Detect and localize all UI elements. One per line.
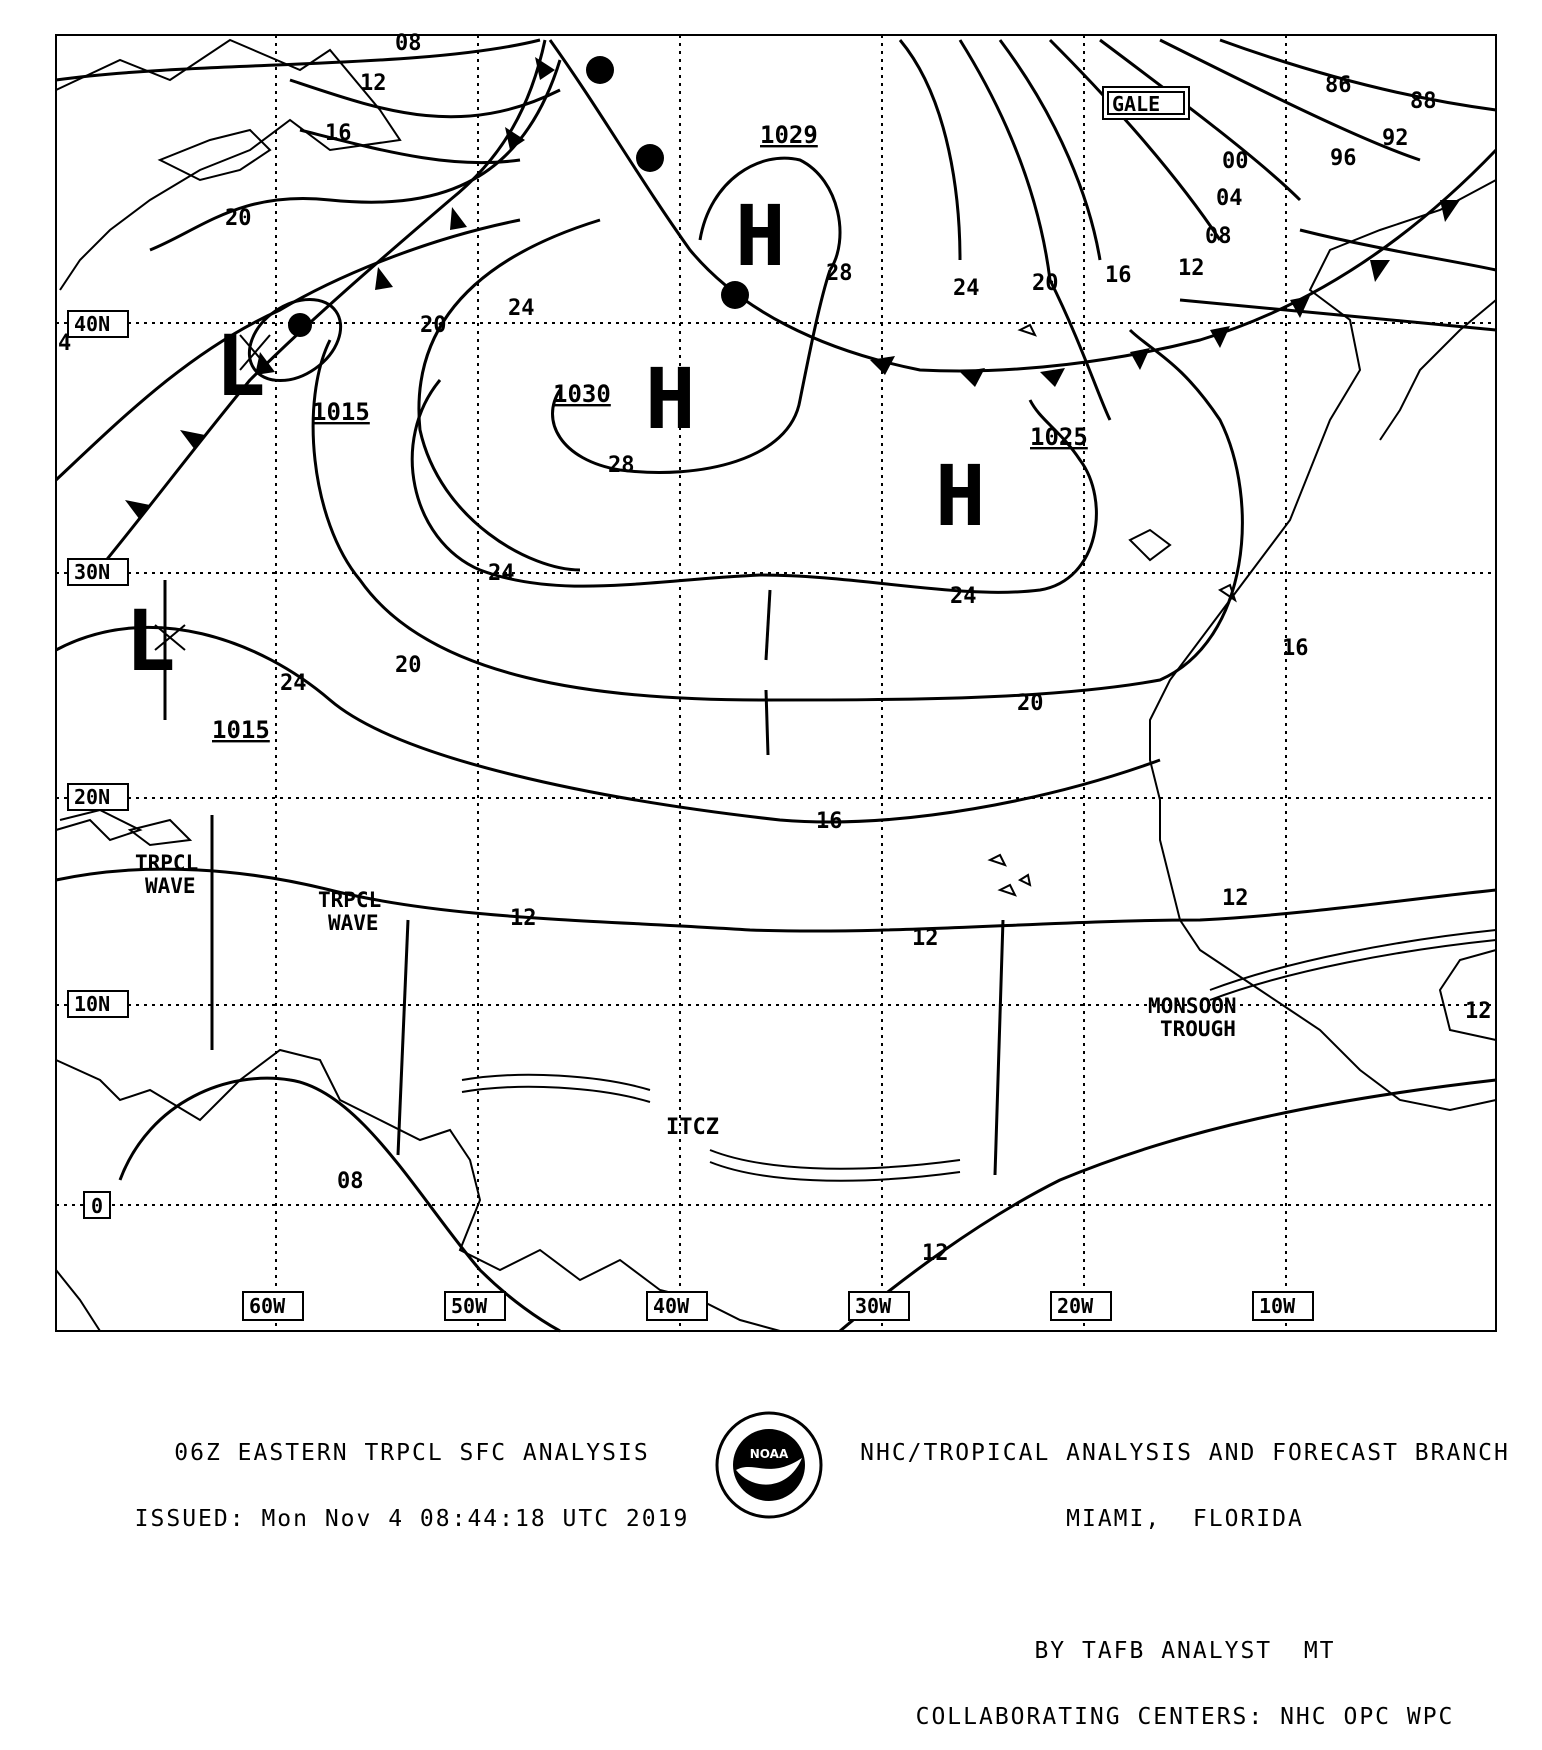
isobar-label: 92 <box>1382 126 1409 151</box>
issued-time: ISSUED: Mon Nov 4 08:44:18 UTC 2019 <box>134 1506 690 1532</box>
lon-label-40w: 40W <box>653 1294 690 1318</box>
isobar-label: 16 <box>325 121 352 146</box>
high-center-3-pressure: 1025 <box>1030 423 1088 451</box>
lon-label-50w: 50W <box>451 1294 488 1318</box>
lat-label-20n: 20N <box>74 785 111 809</box>
tropical-wave-label-1-line2: WAVE <box>145 874 196 898</box>
tropical-waves <box>165 580 1003 1175</box>
branch-location: MIAMI, FLORIDA <box>1066 1506 1304 1532</box>
isobar-label: 00 <box>1222 149 1249 174</box>
low-center-2: L <box>125 592 176 690</box>
lat-label-0: 0 <box>91 1194 104 1218</box>
isobar-label: 24 <box>488 561 515 586</box>
pressure-centers <box>125 121 1088 744</box>
isobar-label: 12 <box>510 906 537 931</box>
isobar-label: 12 <box>922 1241 949 1266</box>
lat-label-40n: 40N <box>74 312 111 336</box>
high-center-1-pressure: 1029 <box>760 121 818 149</box>
low-center-1: L <box>215 317 266 415</box>
isobar-label: 88 <box>1410 89 1437 114</box>
isobar-label: 16 <box>1282 636 1309 661</box>
itcz-band <box>462 930 1496 1181</box>
isobar-label: 12 <box>1222 886 1249 911</box>
isobar-label: 24 <box>950 584 977 609</box>
isobar-label: 24 <box>508 296 535 321</box>
monsoon-trough-label-line2: TROUGH <box>1160 1017 1236 1041</box>
high-center-3: H <box>935 447 986 545</box>
noaa-logo-icon <box>714 1410 824 1520</box>
analyst: BY TAFB ANALYST MT <box>1034 1638 1336 1664</box>
isobar-label: 12 <box>1465 999 1492 1024</box>
monsoon-trough-label-line1: MONSOON <box>1148 994 1237 1018</box>
isobar-label: 96 <box>1330 146 1357 171</box>
isobar-label: 20 <box>1017 691 1044 716</box>
lon-label-20w: 20W <box>1057 1294 1094 1318</box>
isobar-label: 08 <box>395 31 422 56</box>
low-center-2-pressure: 1015 <box>212 716 270 744</box>
tropical-wave-label-2-line1: TRPCL <box>318 888 382 912</box>
tropical-wave-label-2-line2: WAVE <box>328 911 379 935</box>
tropical-wave-label-1-line1: TRPCL <box>135 851 199 875</box>
isobar-label: 16 <box>816 809 843 834</box>
isobar-label: 28 <box>608 453 635 478</box>
isobar-label: 24 <box>953 276 980 301</box>
isobar-label: 20 <box>1032 271 1059 296</box>
isobar-label: 20 <box>225 206 252 231</box>
lon-label-30w: 30W <box>855 1294 892 1318</box>
isobar-label: 28 <box>826 261 853 286</box>
analysis-title: 06Z EASTERN TRPCL SFC ANALYSIS <box>174 1440 650 1466</box>
isobar-label: 20 <box>395 653 422 678</box>
isobar-label: 24 <box>280 671 307 696</box>
collaborating-centers: COLLABORATING CENTERS: NHC OPC WPC <box>915 1704 1455 1730</box>
isobar-label: 16 <box>1105 263 1132 288</box>
high-center-2: H <box>645 350 696 448</box>
footer-right <box>830 1398 1540 1750</box>
longitude-labels <box>243 1292 1313 1320</box>
itcz-label: ITCZ <box>666 1115 719 1140</box>
lat-label-30n: 30N <box>74 560 111 584</box>
isobar-label: 08 <box>337 1169 364 1194</box>
latitude-labels <box>68 311 128 1218</box>
isobar-label: 12 <box>912 926 939 951</box>
low-center-1-pressure: 1015 <box>312 398 370 426</box>
footer-left <box>112 1398 712 1552</box>
isobar-label: 20 <box>420 313 447 338</box>
isobar-label: 04 <box>1216 186 1243 211</box>
lon-label-60w: 60W <box>249 1294 286 1318</box>
isobar-label: 4 <box>58 331 72 356</box>
isobar-label: 86 <box>1325 73 1352 98</box>
isobar-label: 12 <box>1178 256 1205 281</box>
isobar-label: 12 <box>360 71 387 96</box>
isobar-label: 08 <box>1205 224 1232 249</box>
high-center-2-pressure: 1030 <box>553 380 611 408</box>
high-center-1: H <box>735 187 786 285</box>
noaa-logo-text: NOAA <box>749 1447 789 1461</box>
lat-label-10n: 10N <box>74 992 111 1016</box>
gale-warning-label: GALE <box>1112 92 1161 116</box>
lon-label-10w: 10W <box>1259 1294 1296 1318</box>
branch-name: NHC/TROPICAL ANALYSIS AND FORECAST BRANCH <box>860 1440 1510 1466</box>
